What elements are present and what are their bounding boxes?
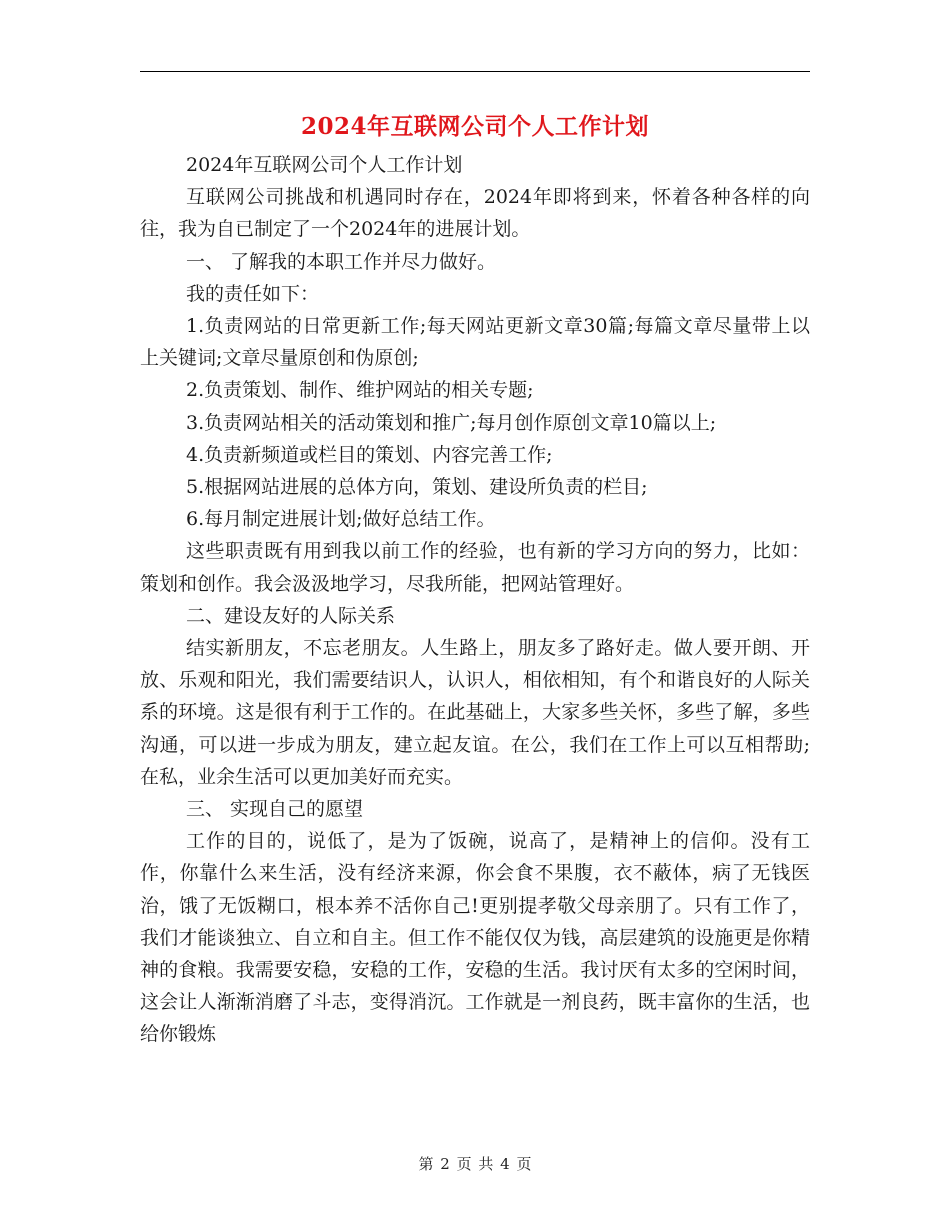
header-rule: [140, 71, 810, 72]
paragraph-subtitle: 2024年互联网公司个人工作计划: [186, 154, 463, 176]
section-heading-2: 二、建设友好的人际关系: [186, 604, 396, 627]
paragraph-relationships: 结实新朋友，不忘老朋友。人生路上，朋友多了路好走。做人要开朗、开放、乐观和阳光，我们需要结识人，认识人，相依相知，有个和谐良好的人际关系的环境。这是很有利于工作的。在此基础上，大家多些关怀，多些了解，多些沟通，可以进一步成为朋友，建立起友谊。在公，我们在工作上可以互相帮助;在私，业余生活可以更加美好而充实。: [140, 637, 810, 788]
paragraph-duties-summary: 这些职责既有用到我以前工作的经验，也有新的学习方向的努力，比如：策划和创作。我会汲汲地学习，尽我所能，把网站管理好。: [140, 540, 810, 595]
duty-item-2: 2.负责策划、制作、维护网站的相关专题;: [186, 379, 534, 402]
duty-item-4: 4.负责新频道或栏目的策划、内容完善工作;: [186, 443, 553, 466]
duty-item-5: 5.根据网站进展的总体方向，策划、建设所负责的栏目;: [186, 476, 648, 499]
document-body: [140, 149, 810, 1051]
paragraph-intro: 互联网公司挑战和机遇同时存在，2024年即将到来，怀着各种各样的向往，我为自已制定了一个2024年的进展计划。: [140, 186, 810, 241]
section-heading-3: 三、 实现自己的愿望: [186, 798, 364, 821]
duty-item-1: 1.负责网站的日常更新工作;每天网站更新文章30篇;每篇文章尽量带上以上关键词;文章尽量原创和伪原创;: [140, 315, 810, 370]
duty-item-3: 3.负责网站相关的活动策划和推广;每月创作原创文章10篇以上;: [186, 411, 717, 434]
paragraph-aspirations: 工作的目的，说低了，是为了饭碗，说高了，是精神上的信仰。没有工作，你靠什么来生活，没有经济来源，你会食不果腹，衣不蔽体，病了无钱医治，饿了无饭糊口，根本养不活你自己!更别提孝敬父母亲朋了。只有工作了，我们才能谈独立、自立和自主。但工作不能仅仅为钱，高层建筑的设施更是你精神的食粮。我需要安稳，安稳的工作，安稳的生活。我讨厌有太多的空闲时间，这会让人渐渐消磨了斗志，变得消沉。工作就是一剂良药，既丰富你的生活，也给你锻炼: [140, 830, 810, 1046]
duty-item-6: 6.每月制定进展计划;做好总结工作。: [186, 508, 496, 531]
section-heading-1: 一、 了解我的本职工作并尽力做好。: [186, 250, 497, 273]
document-title: 2024年互联网公司个人工作计划: [300, 113, 649, 140]
page-footer: 第 2 页 共 4 页: [418, 1155, 532, 1173]
paragraph-duties-intro: 我的责任如下：: [186, 282, 320, 305]
